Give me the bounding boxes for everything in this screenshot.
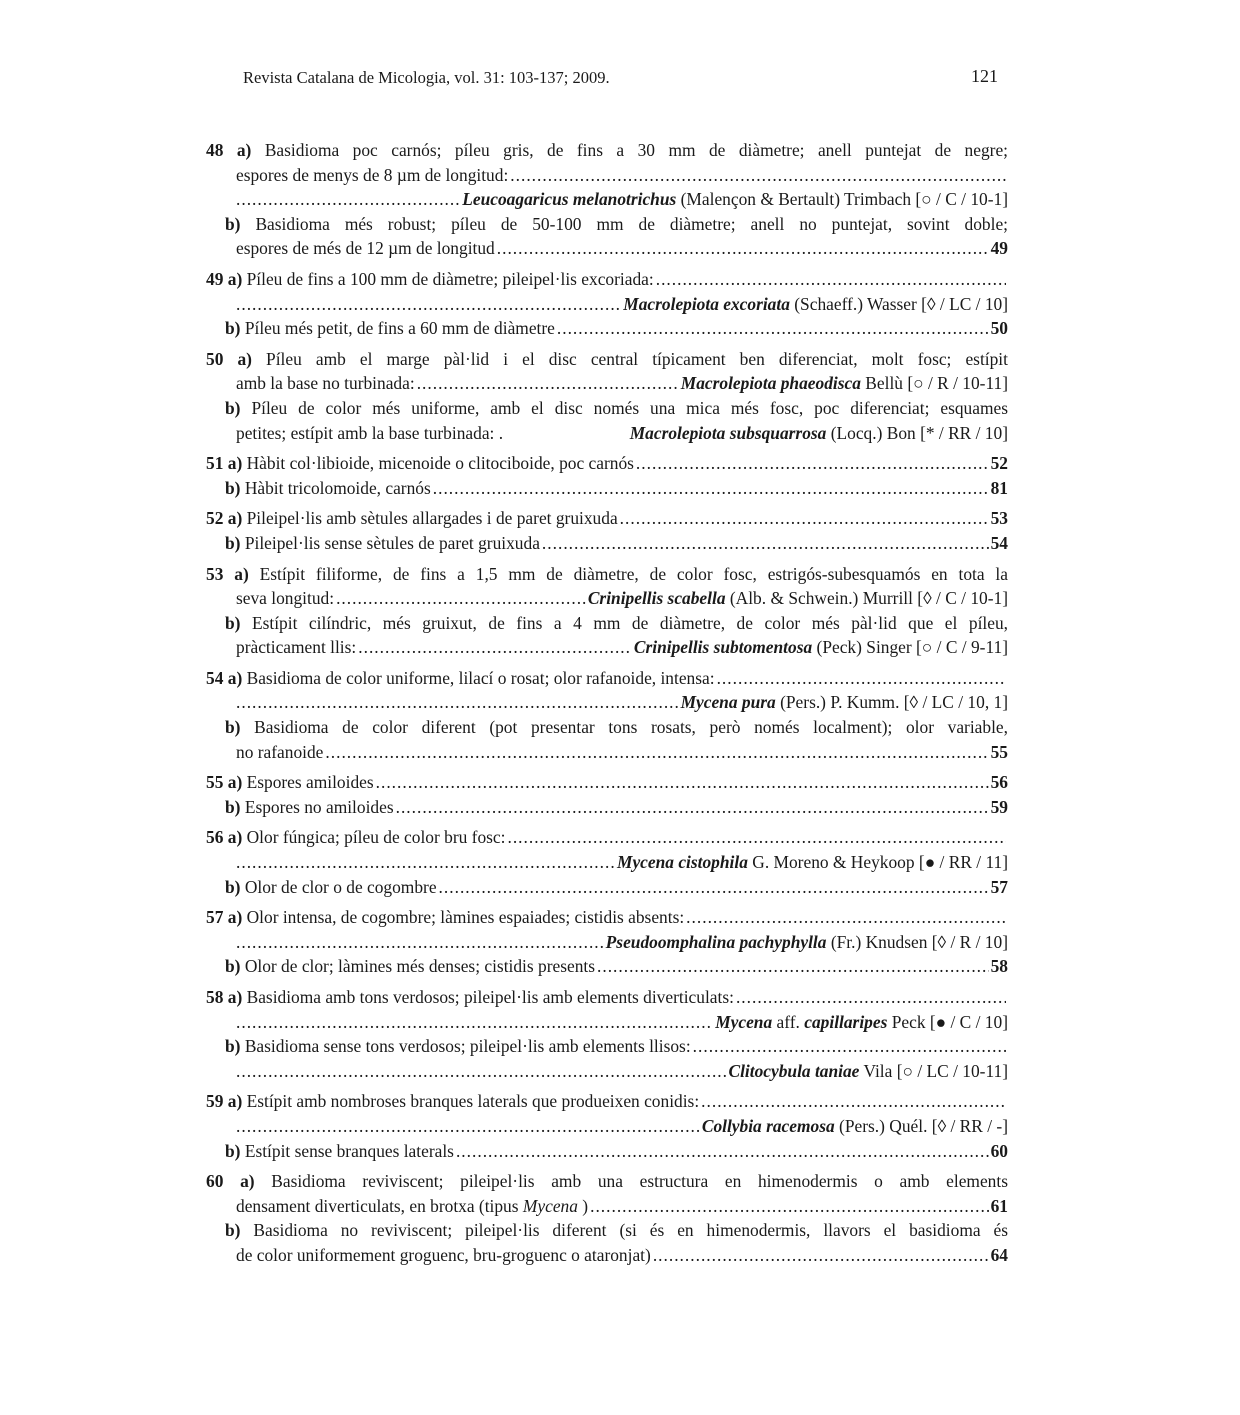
couplet-60: [206, 1169, 1008, 1267]
taxon-author: (Alb. & Schwein.) Murrill [◊ / C / 10-1]: [729, 588, 1008, 609]
lead-text: Basidioma sense tons verdosos; pileipel·lis amb elements llisos:: [244, 1036, 691, 1057]
page-number: 121: [971, 66, 998, 86]
lead-60a-line2: [206, 1194, 1008, 1219]
lead-52a: [206, 506, 1008, 531]
goto-couplet: 64: [990, 1244, 1008, 1265]
taxon-name: capillaripes: [804, 1011, 888, 1032]
leader-dots: [620, 506, 989, 531]
couplet-number: 53: [206, 563, 224, 584]
lead-text: Pileipel·lis amb sètules allargades i de paret gruixuda: [246, 508, 618, 529]
couplet-52: [206, 506, 1008, 555]
couplet-48: [206, 138, 1008, 261]
leader-dots: [358, 635, 632, 660]
lead-label: a): [227, 987, 243, 1007]
lead-text: Olor de clor o de cogombre: [244, 876, 437, 897]
taxon-name: Mycena pura: [680, 692, 776, 713]
lead-57a-taxon: [206, 930, 1008, 955]
lead-text: seva longitud:: [236, 588, 335, 609]
couplet-58: [206, 985, 1008, 1083]
couplet-number: 59: [206, 1091, 224, 1112]
taxon-author: (Fr.) Knudsen [◊ / R / 10]: [830, 931, 1008, 952]
lead-label: b): [225, 956, 241, 977]
lead-57a: [206, 905, 1008, 930]
lead-text: Hàbit tricolomoide, carnós: [244, 477, 431, 498]
taxon-author: G. Moreno & Heykoop [● / RR / 11]: [752, 852, 1008, 873]
lead-58b-taxon: [206, 1059, 1008, 1084]
leader-dots: [653, 1243, 989, 1268]
leader-dots: [236, 187, 460, 212]
goto-couplet: 49: [990, 238, 1008, 259]
lead-text: de color uniformement groguenc, bru-groguenc o ataronjat): [236, 1244, 651, 1265]
lead-text: Basidioma de color diferent (pot presentar tons rosats, però només localment); olor variable,: [254, 717, 1008, 738]
lead-48a-line2: [206, 163, 1008, 188]
taxon-author: (Peck) Singer [○ / C / 9-11]: [816, 637, 1008, 658]
couplet-59: [206, 1089, 1008, 1163]
journal-citation: Revista Catalana de Micologia, vol. 31: 103-137; 2009.: [243, 68, 610, 87]
taxon-name: Macrolepiota subsquarrosa: [629, 422, 827, 443]
lead-label: a): [227, 1091, 243, 1112]
lead-label: a): [234, 563, 249, 584]
goto-couplet: 55: [990, 741, 1008, 762]
lead-text: pràcticament llis:: [236, 637, 357, 658]
lead-text: Hàbit col·libioide, micenoide o clitociboide, poc carnós: [246, 453, 634, 474]
leader-dots: [542, 531, 989, 556]
taxon-name: Crinipellis subtomentosa: [633, 637, 813, 658]
genus-italic: Mycena: [522, 1195, 578, 1216]
goto-couplet: 53: [990, 508, 1008, 529]
leader-dots: [736, 985, 1006, 1010]
leader-dots: [236, 850, 615, 875]
lead-54a-taxon: [206, 690, 1008, 715]
lead-51a: [206, 451, 1008, 476]
goto-couplet: 54: [990, 532, 1008, 553]
lead-label: b): [225, 477, 241, 498]
couplet-number: 52: [206, 508, 224, 529]
lead-text: petites; estípit amb la base turbinada: .: [236, 422, 504, 443]
taxon-qualifier: aff.: [776, 1011, 800, 1032]
lead-48a-taxon: [206, 187, 1008, 212]
taxon-author: Peck [● / C / 10]: [891, 1011, 1008, 1032]
leader-dots: [497, 236, 989, 261]
identification-key: [206, 138, 1008, 1274]
leader-dots: [456, 1139, 989, 1164]
taxon-name: Macrolepiota excoriata: [623, 293, 790, 314]
page-header: [243, 68, 998, 90]
lead-label: a): [227, 667, 243, 688]
lead-text: ): [582, 1195, 589, 1216]
couplet-50: [206, 347, 1008, 445]
leader-dots: [510, 163, 1006, 188]
lead-48b: [206, 212, 1008, 237]
lead-56a: [206, 825, 1008, 850]
lead-label: a): [227, 827, 243, 848]
goto-couplet: 50: [990, 318, 1008, 339]
lead-59a: [206, 1089, 1008, 1114]
lead-51b: [206, 476, 1008, 501]
taxon-genus: Mycena: [715, 1011, 773, 1032]
taxon-author: (Schaeff.) Wasser [◊ / LC / 10]: [794, 293, 1008, 314]
taxon-author: (Pers.) Quél. [◊ / RR / -]: [839, 1115, 1008, 1136]
lead-49a-taxon: [206, 292, 1008, 317]
lead-49a: [206, 267, 1008, 292]
goto-couplet: 52: [990, 453, 1008, 474]
lead-text: Píleu de fins a 100 mm de diàmetre; pileipel·lis excoriada:: [246, 268, 654, 289]
lead-label: a): [227, 453, 243, 474]
lead-57b: [206, 954, 1008, 979]
lead-55b: [206, 795, 1008, 820]
lead-60b: [206, 1218, 1008, 1243]
taxon-name: Crinipellis scabella: [587, 588, 726, 609]
lead-52b: [206, 531, 1008, 556]
lead-text: Estípit sense branques laterals: [244, 1140, 454, 1161]
couplet-53: [206, 562, 1008, 660]
goto-couplet: 60: [990, 1140, 1008, 1161]
taxon-name: Pseudoomphalina pachyphylla: [605, 931, 827, 952]
goto-couplet: 81: [990, 477, 1008, 498]
goto-couplet: 59: [990, 796, 1008, 817]
couplet-number: 49: [206, 268, 224, 289]
couplet-51: [206, 451, 1008, 500]
couplet-number: 57: [206, 907, 224, 928]
taxon-name: Mycena cistophila: [617, 852, 748, 873]
lead-text: Estípit amb nombroses branques laterals que produeixen conidis:: [246, 1091, 700, 1112]
lead-label: b): [225, 876, 241, 897]
lead-label: b): [225, 397, 241, 418]
lead-label: b): [225, 532, 241, 553]
lead-label: b): [225, 318, 241, 339]
lead-50b-line2: [206, 421, 1008, 446]
taxon-author: Vila [○ / LC / 10-11]: [863, 1060, 1008, 1081]
lead-label: a): [237, 348, 252, 369]
lead-label: b): [225, 612, 241, 633]
taxon-author: (Malençon & Bertault) Trimbach [○ / C / 10-1]: [680, 189, 1008, 210]
lead-text: Píleu de color més uniforme, amb el disc només una mica més fosc, poc diferenciat; esquames: [251, 397, 1008, 418]
lead-text: Olor de clor; làmines més denses; cistidis presents: [244, 956, 595, 977]
lead-text: densament diverticulats, en brotxa (tipus: [236, 1195, 519, 1216]
lead-54b-line2: [206, 740, 1008, 765]
lead-text: Estípit filiforme, de fins a 1,5 mm de diàmetre, de color fosc, estrigós-subesquamós en tota la: [259, 563, 1008, 584]
lead-text: Basidioma de color uniforme, lilací o rosat; olor rafanoide, intensa:: [246, 667, 715, 688]
taxon-author: (Locq.) Bon [* / RR / 10]: [830, 422, 1008, 443]
leader-dots: [557, 316, 989, 341]
lead-53b-line2: [206, 635, 1008, 660]
leader-dots: [376, 770, 989, 795]
lead-text: Basidioma poc carnós; píleu gris, de fins a 30 mm de diàmetre; anell puntejat de negre;: [264, 140, 1008, 160]
goto-couplet: 61: [990, 1195, 1008, 1216]
lead-label: b): [225, 213, 241, 234]
lead-49b: [206, 316, 1008, 341]
lead-text: Espores amiloides: [246, 772, 374, 793]
leader-dots: [701, 1089, 1006, 1114]
lead-label: a): [240, 1171, 255, 1192]
leader-dots: [693, 1034, 1006, 1059]
taxon-author: (Pers.) P. Kumm. [◊ / LC / 10, 1]: [780, 692, 1008, 713]
taxon-author: Bellù [○ / R / 10-11]: [865, 373, 1008, 394]
couplet-number: 55: [206, 772, 224, 793]
lead-text: Basidioma reviviscent; pileipel·lis amb una estructura en himenodermis o amb elements: [271, 1171, 1008, 1192]
lead-text: Píleu amb el marge pàl·lid i el disc central típicament ben diferenciat, molt fosc; estípit: [266, 348, 1008, 369]
lead-58b: [206, 1034, 1008, 1059]
taxon-name: Collybia racemosa: [701, 1115, 835, 1136]
taxon-name: Leucoagaricus melanotrichus: [462, 189, 677, 210]
leader-dots: [439, 875, 989, 900]
lead-text: Basidioma no reviviscent; pileipel·lis diferent (si és en himenodermis, llavors el basidioma és: [253, 1220, 1008, 1241]
lead-50a-line2: [206, 371, 1008, 396]
lead-59b: [206, 1139, 1008, 1164]
couplet-number: 48: [206, 140, 224, 160]
lead-53a-line2: [206, 586, 1008, 611]
couplet-56: [206, 825, 1008, 899]
lead-55a: [206, 770, 1008, 795]
couplet-54: [206, 666, 1008, 764]
lead-60b-line2: [206, 1243, 1008, 1268]
lead-text: Olor fúngica; píleu de color bru fosc:: [246, 827, 506, 848]
lead-58a-taxon: [206, 1010, 1008, 1035]
lead-text: Estípit cilíndric, més gruixut, de fins a 4 mm de diàmetre, de color més pàl·lid que el píleu,: [252, 612, 1008, 633]
couplet-number: 54: [206, 667, 224, 688]
lead-text: Píleu més petit, de fins a 60 mm de diàmetre: [244, 318, 555, 339]
lead-label: b): [225, 1220, 241, 1241]
lead-53b: [206, 611, 1008, 636]
leader-dots: [236, 1010, 713, 1035]
lead-50a: [206, 347, 1008, 372]
couplet-49: [206, 267, 1008, 341]
lead-text: no rafanoide: [236, 741, 324, 762]
lead-59a-taxon: [206, 1114, 1008, 1139]
leader-dots: [417, 371, 679, 396]
lead-label: b): [225, 717, 241, 738]
lead-54b: [206, 715, 1008, 740]
couplet-number: 60: [206, 1171, 224, 1192]
lead-text: Olor intensa, de cogombre; làmines espaiades; cistidis absents:: [246, 907, 685, 928]
lead-56b: [206, 875, 1008, 900]
lead-text: Basidioma amb tons verdosos; pileipel·lis amb elements diverticulats:: [246, 987, 734, 1007]
lead-label: a): [227, 508, 243, 529]
lead-text: espores de més de 12 µm de longitud: [236, 238, 495, 259]
lead-text: Basidioma més robust; píleu de 50-100 mm de diàmetre; anell no puntejat, sovint doble;: [255, 213, 1008, 234]
couplet-number: 58: [206, 987, 224, 1007]
leader-dots: [236, 292, 621, 317]
lead-53a: [206, 562, 1008, 587]
couplet-number: 56: [206, 827, 224, 848]
lead-text: espores de menys de 8 µm de longitud:: [236, 164, 509, 185]
leader-dots: [396, 795, 989, 820]
leader-dots: [686, 905, 1006, 930]
leader-dots: [336, 586, 586, 611]
leader-dots: [656, 267, 1006, 292]
couplet-number: 51: [206, 453, 224, 474]
goto-couplet: 57: [990, 876, 1008, 897]
lead-label: b): [225, 1036, 241, 1057]
leader-dots: [433, 476, 989, 501]
lead-text: Espores no amiloides: [244, 796, 394, 817]
leader-dots: [597, 954, 989, 979]
lead-60a: [206, 1169, 1008, 1194]
goto-couplet: 56: [990, 772, 1008, 793]
lead-label: a): [227, 907, 243, 928]
leader-dots: [636, 451, 989, 476]
lead-48b-line2: [206, 236, 1008, 261]
lead-56a-taxon: [206, 850, 1008, 875]
taxon-name: Macrolepiota phaeodisca: [680, 373, 861, 394]
leader-dots: [717, 666, 1006, 691]
leader-dots: [236, 930, 604, 955]
couplet-number: 50: [206, 348, 224, 369]
lead-label: b): [225, 1140, 241, 1161]
leader-dots: [507, 825, 1006, 850]
lead-50b: [206, 396, 1008, 421]
lead-58a: [206, 985, 1008, 1010]
lead-text: amb la base no turbinada:: [236, 373, 415, 394]
couplet-55: [206, 770, 1008, 819]
leader-dots: [325, 740, 988, 765]
lead-text: Pileipel·lis sense sètules de paret gruixuda: [244, 532, 540, 553]
lead-label: a): [236, 140, 252, 160]
taxon-name: Clitocybula taniae: [728, 1060, 860, 1081]
leader-dots: [590, 1194, 989, 1219]
lead-54a: [206, 666, 1008, 691]
lead-label: a): [227, 772, 243, 793]
lead-label: a): [227, 268, 243, 289]
lead-48a: [206, 138, 1008, 163]
leader-dots: [236, 1114, 700, 1139]
leader-dots: [236, 690, 679, 715]
couplet-57: [206, 905, 1008, 979]
lead-label: b): [225, 796, 241, 817]
leader-dots: [236, 1059, 726, 1084]
goto-couplet: 58: [990, 956, 1008, 977]
